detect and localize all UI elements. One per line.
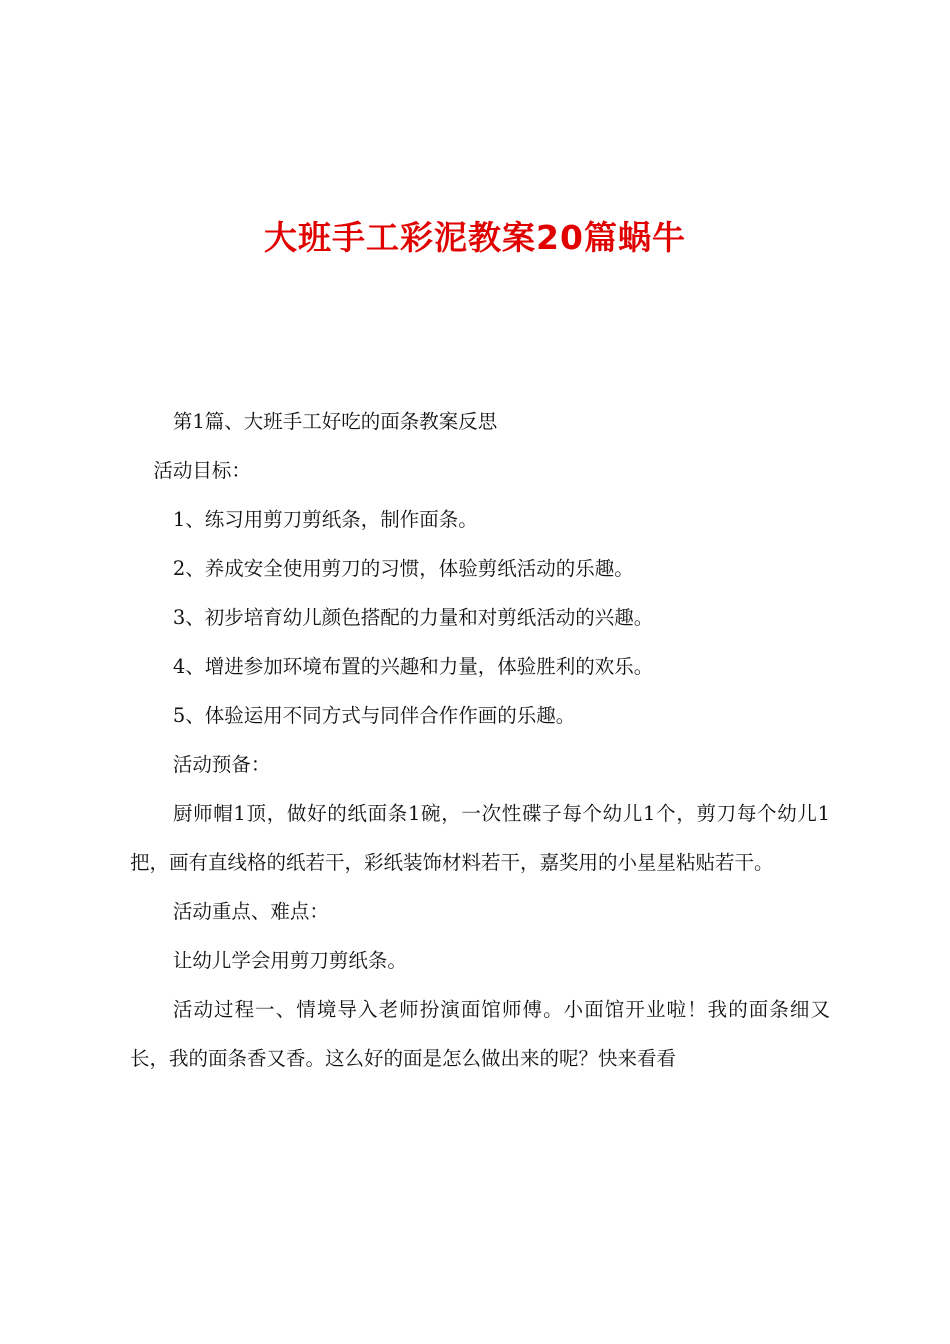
- paragraph: 4、增进参加环境布置的兴趣和力量，体验胜利的欢乐。: [172, 655, 654, 678]
- paragraph: 5、体验运用不同方式与同伴合作作画的乐趣。: [172, 704, 576, 727]
- paragraph: 活动过程一、情境导入老师扮演面馆师傅。小面馆开业啦！我的面条细又长，我的面条香又香。这么好的面是怎么做出来的呢？快来看看: [130, 998, 830, 1070]
- paragraph: 厨师帽1顶，做好的纸面条1碗，一次性碟子每个幼儿1个，剪刀每个幼儿1把，画有直线格的纸若干，彩纸装饰材料若干，嘉奖用的小星星粘贴若干。: [130, 802, 830, 874]
- paragraph: 活动重点、难点：: [172, 900, 329, 923]
- paragraph: 第1篇、大班手工好吃的面条教案反思: [172, 410, 498, 433]
- paragraph: 活动预备：: [172, 753, 271, 776]
- paragraph: 3、初步培育幼儿颜色搭配的力量和对剪纸活动的兴趣。: [172, 606, 654, 629]
- document-body: [130, 397, 830, 1083]
- document-title: 大班手工彩泥教案20篇蜗牛: [264, 218, 686, 257]
- paragraph: 让幼儿学会用剪刀剪纸条。: [172, 949, 407, 972]
- paragraph: 活动目标：: [153, 459, 251, 482]
- paragraph: 1、练习用剪刀剪纸条，制作面条。: [172, 508, 478, 531]
- paragraph: 2、养成安全使用剪刀的习惯，体验剪纸活动的乐趣。: [172, 557, 634, 580]
